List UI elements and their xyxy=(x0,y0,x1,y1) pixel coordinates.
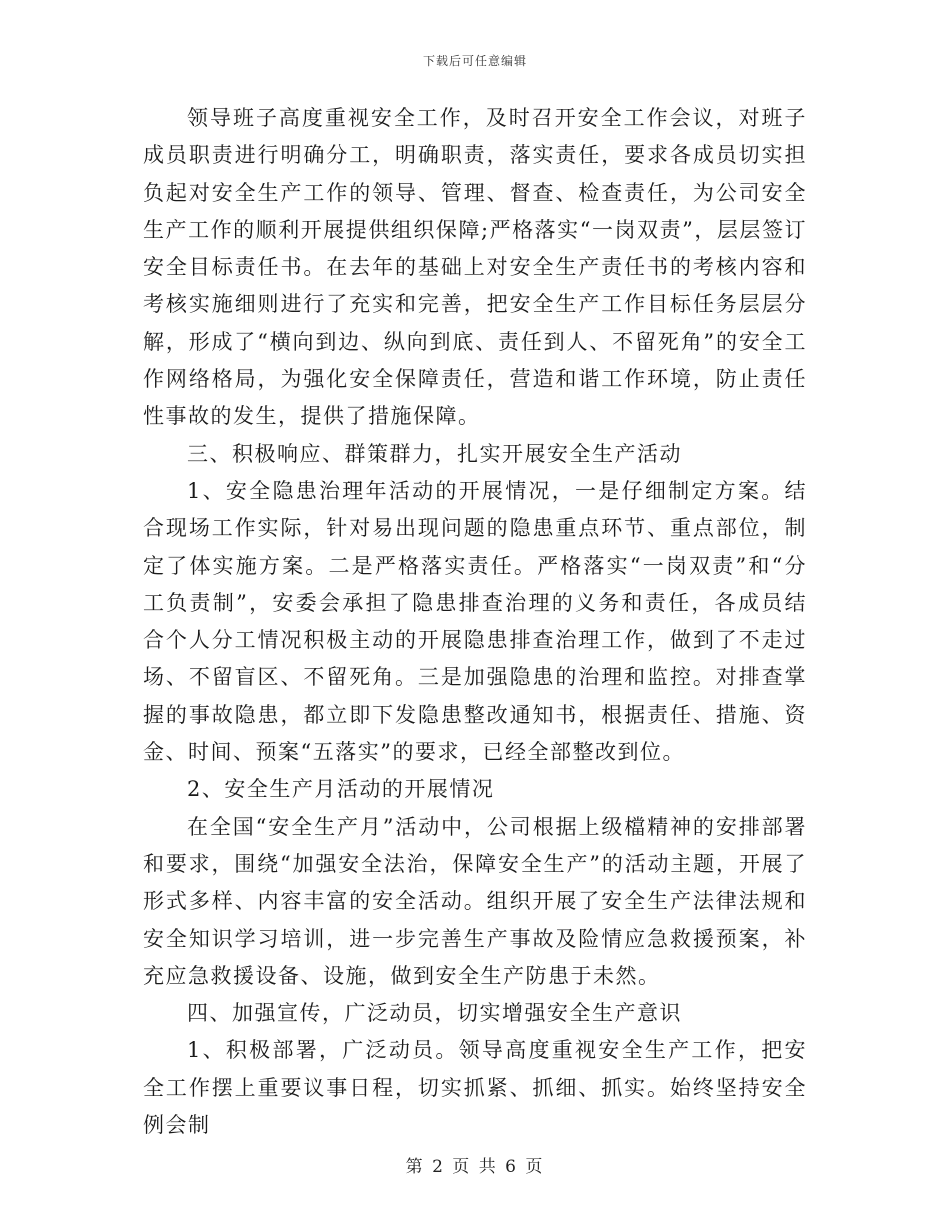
paragraph-deployment: 1、积极部署，广泛动员。领导高度重视安全生产工作，把安全工作摆上重要议事日程，切实抓紧、抓细、抓实。始终坚持安全例会制 xyxy=(143,1038,807,1138)
paragraph-responsibility: 领导班子高度重视安全工作，及时召开安全工作会议，对班子成员职责进行明确分工，明确职责，落实责任，要求各成员切实担负起对安全生产工作的领导、管理、督查、检查责任，为公司安全生产工作的顺利开展提供组织保障;严格落实“一岗双责”，层层签订安全目标责任书。在去年的基础上对安全生产责任书的考核内容和考核实施细则进行了充实和完善，把安全生产工作目标任务层层分解，形成了“横向到边、纵向到底、责任到人、不留死角”的安全工作网络格局，为强化安全保障责任，营造和谐工作环境，防止责任性事故的发生，提供了措施保障。 xyxy=(143,106,807,429)
subheading-safety-month: 2、安全生产月活动的开展情况 xyxy=(187,777,495,802)
section-heading-3: 三、积极响应、群策群力，扎实开展安全生产活动 xyxy=(187,441,682,466)
paragraph-safety-month: 在全国“安全生产月”活动中，公司根据上级檔精神的安排部署和要求，围绕“加强安全法治，保障安全生产”的活动主题，开展了形式多样、内容丰富的安全活动。组织开展了安全生产法律法规和安全知识学习培训，进一步完善生产事故及险情应急救援预案，补充应急救援设备、设施，做到安全生产防患于未然。 xyxy=(143,814,807,988)
body-content xyxy=(143,100,807,1144)
paragraph-hazard-governance: 1、安全隐患治理年活动的开展情况，一是仔细制定方案。结合现场工作实际，针对易出现问题的隐患重点环节、重点部位，制定了体实施方案。二是严格落实责任。严格落实“一岗双责”和“分工负责制”，安委会承担了隐患排查治理的义务和责任，各成员结合个人分工情况积极主动的开展隐患排查治理工作，做到了不走过场、不留盲区、不留死角。三是加强隐患的治理和监控。对排查掌握的事故隐患，都立即下发隐患整改通知书，根据责任、措施、资金、时间、预案“五落实”的要求，已经全部整改到位。 xyxy=(143,478,807,765)
page-header: 下载后可任意编辑 xyxy=(422,54,527,68)
page-footer: 第 2 页 共 6 页 xyxy=(405,1157,545,1177)
section-heading-4: 四、加强宣传，广泛动员，切实增强安全生产意识 xyxy=(187,1001,682,1026)
